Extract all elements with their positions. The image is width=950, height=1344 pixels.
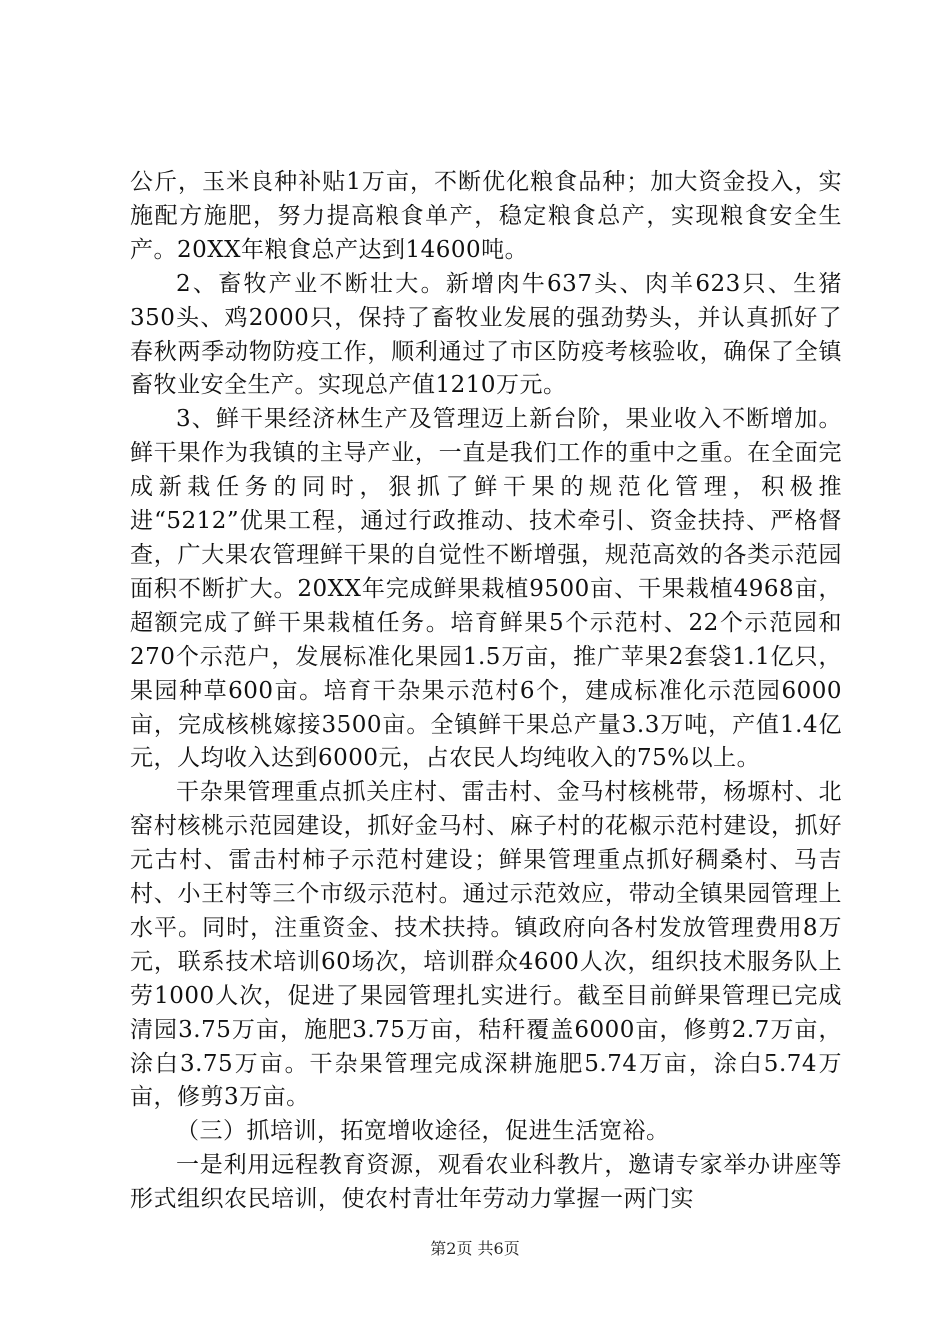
section-heading-training: （三）抓培训，拓宽增收途径，促进生活宽裕。: [176, 1118, 670, 1145]
paragraph-grain-continued: 公斤，玉米良种补贴1万亩，不断优化粮食品种；加大资金投入，实施配方施肥，努力提高粮食单产，稳定粮食总产，实现粮食安全生产。20XX年粮食总产达到14600吨。: [130, 169, 842, 263]
paragraph-fruit-management: 干杂果管理重点抓关庄村、雷击村、金马村核桃带，杨塬村、北窑村核桃示范园建设，抓好金马村、麻子村的花椒示范村建设，抓好元古村、雷击村柿子示范村建设；鲜果管理重点抓好稠桑村、马吉村、小王村等三个市级示范村。通过示范效应，带动全镇果园管理上水平。同时，注重资金、技术扶持。镇政府向各村发放管理费用8万元，联系技术培训60场次，培训群众4600人次，组织技术服务队上劳1000人次，促进了果园管理扎实进行。截至目前鲜果管理已完成清园3.75万亩，施肥3.75万亩，秸秆覆盖6000亩，修剪2.7万亩，涂白3.75万亩。干杂果管理完成深耕施肥5.74万亩，涂白5.74万亩，修剪3万亩。: [130, 779, 842, 1111]
paragraph-fruit-forestry: 3、鲜干果经济林生产及管理迈上新台阶，果业收入不断增加。鲜干果作为我镇的主导产业，一直是我们工作的重中之重。在全面完成新栽任务的同时，狠抓了鲜干果的规范化管理，积极推进“5212”优果工程，通过行政推动、技术牵引、资金扶持、严格督查，广大果农管理鲜干果的自觉性不断增强，规范高效的各类示范园面积不断扩大。20XX年完成鲜果栽植9500亩、干果栽植4968亩，超额完成了鲜干果栽植任务。培育鲜果5个示范村、22个示范园和270个示范户，发展标准化果园1.5万亩，推广苹果2套袋1.1亿只，果园种草600亩。培育干杂果示范村6个，建成标准化示范园6000亩，完成核桃嫁接3500亩。全镇鲜干果总产量3.3万吨，产值1.4亿元，人均收入达到6000元，占农民人均纯收入的75%以上。: [130, 406, 842, 772]
paragraph-training: 一是利用远程教育资源，观看农业科教片，邀请专家举办讲座等形式组织农民培训，使农村青壮年劳动力掌握一两门实: [130, 1152, 842, 1213]
paragraph-livestock: 2、畜牧产业不断壮大。新增肉牛637头、肉羊623只、生猪350头、鸡2000只，保持了畜牧业发展的强劲势头，并认真抓好了春秋两季动物防疫工作，顺利通过了市区防疫考核验收，确保了全镇畜牧业安全生产。实现总产值1210万元。: [130, 270, 842, 399]
page-footer: 第2页 共6页: [430, 1239, 520, 1258]
document-body: [130, 166, 842, 1217]
